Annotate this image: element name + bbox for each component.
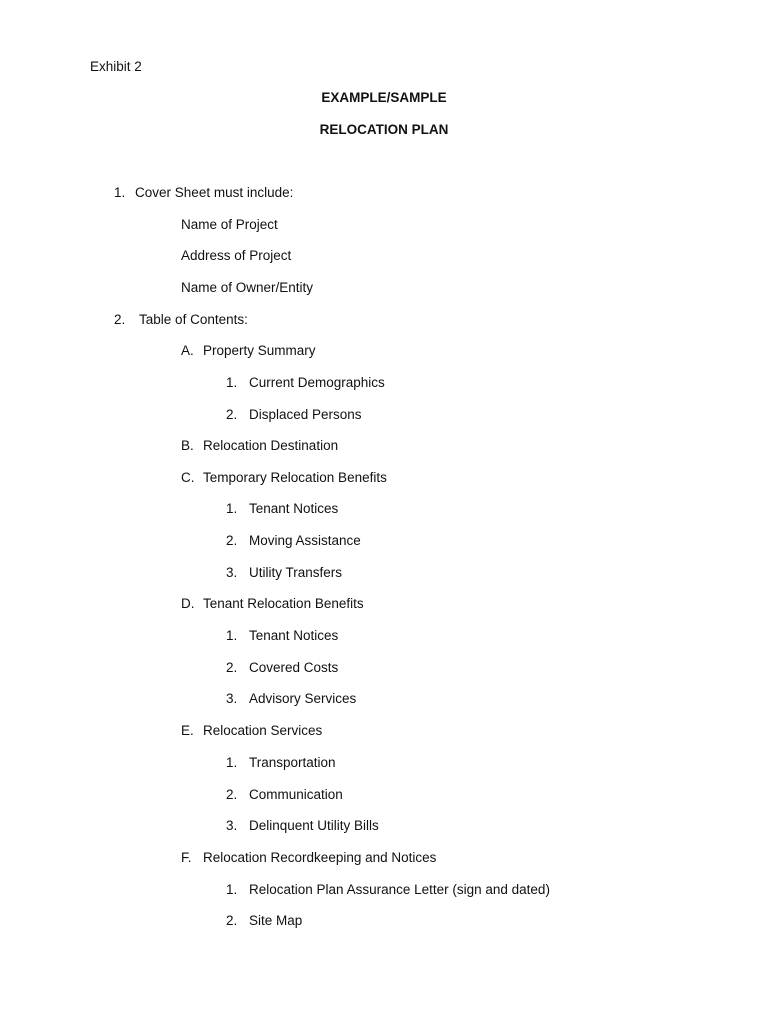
toc-sub-number: 1.	[226, 882, 238, 897]
toc-item-c	[181, 470, 387, 486]
toc-label: Relocation Recordkeeping and Notices	[203, 850, 437, 865]
toc-sub-number: 2.	[226, 533, 238, 548]
toc-subitem	[226, 660, 338, 676]
toc-sub-label: Utility Transfers	[249, 565, 343, 580]
toc-sub-label: Current Demographics	[249, 375, 385, 390]
cover-sheet-item: Name of Project	[181, 217, 278, 232]
toc-letter: A.	[181, 343, 194, 358]
toc-subitem	[226, 375, 385, 391]
document-title-line-2: RELOCATION PLAN	[319, 122, 449, 137]
toc-sub-number: 1.	[226, 628, 238, 643]
section-1-heading-text: Cover Sheet must include:	[135, 185, 294, 200]
toc-item-f	[181, 850, 436, 866]
toc-sub-label: Transportation	[249, 755, 336, 770]
toc-item-a	[181, 343, 316, 359]
toc-item-e	[181, 723, 322, 739]
toc-sub-number: 2.	[226, 407, 238, 422]
toc-sub-label: Displaced Persons	[249, 407, 362, 422]
toc-item-d	[181, 596, 364, 612]
toc-subitem	[226, 755, 336, 771]
toc-subitem	[226, 533, 361, 549]
toc-sub-label: Communication	[249, 787, 343, 802]
toc-subitem	[226, 628, 338, 644]
toc-subitem	[226, 913, 302, 929]
toc-subitem	[226, 691, 356, 707]
toc-subitem	[226, 882, 550, 898]
toc-item-b	[181, 438, 338, 454]
toc-label: Relocation Destination	[203, 438, 339, 453]
section-1-number: 1.	[114, 185, 126, 200]
toc-subitem	[226, 501, 338, 517]
toc-sub-label: Covered Costs	[249, 660, 339, 675]
toc-sub-number: 3.	[226, 691, 238, 706]
cover-sheet-item: Address of Project	[181, 248, 292, 263]
toc-sub-number: 3.	[226, 818, 238, 833]
toc-sub-number: 1.	[226, 501, 238, 516]
toc-label: Property Summary	[203, 343, 316, 358]
toc-sub-label: Relocation Plan Assurance Letter (sign and dated)	[249, 882, 550, 897]
toc-subitem	[226, 565, 342, 581]
toc-sub-number: 2.	[226, 787, 238, 802]
toc-sub-number: 3.	[226, 565, 238, 580]
toc-sub-number: 1.	[226, 755, 238, 770]
toc-sub-label: Delinquent Utility Bills	[249, 818, 379, 833]
toc-letter: B.	[181, 438, 194, 453]
toc-subitem	[226, 407, 362, 423]
section-2-heading-text: Table of Contents:	[139, 312, 248, 327]
toc-subitem	[226, 818, 379, 834]
toc-letter: E.	[181, 723, 194, 738]
toc-label: Temporary Relocation Benefits	[203, 470, 387, 485]
toc-sub-number: 2.	[226, 913, 238, 928]
toc-sub-label: Tenant Notices	[249, 628, 339, 643]
toc-sub-number: 2.	[226, 660, 238, 675]
toc-sub-label: Moving Assistance	[249, 533, 361, 548]
toc-label: Relocation Services	[203, 723, 323, 738]
toc-letter: D.	[181, 596, 195, 611]
toc-letter: F.	[181, 850, 192, 865]
toc-sub-label: Advisory Services	[249, 691, 357, 706]
toc-letter: C.	[181, 470, 195, 485]
toc-sub-number: 1.	[226, 375, 238, 390]
document-title-line-1: EXAMPLE/SAMPLE	[321, 90, 447, 105]
toc-sub-label: Site Map	[249, 913, 303, 928]
exhibit-label: Exhibit 2	[90, 59, 142, 74]
toc-sub-label: Tenant Notices	[249, 501, 339, 516]
section-2-number: 2.	[114, 312, 126, 327]
section-1-heading	[114, 185, 293, 201]
toc-label: Tenant Relocation Benefits	[203, 596, 364, 611]
cover-sheet-item: Name of Owner/Entity	[181, 280, 314, 295]
toc-subitem	[226, 787, 343, 803]
section-2-heading	[114, 312, 248, 328]
